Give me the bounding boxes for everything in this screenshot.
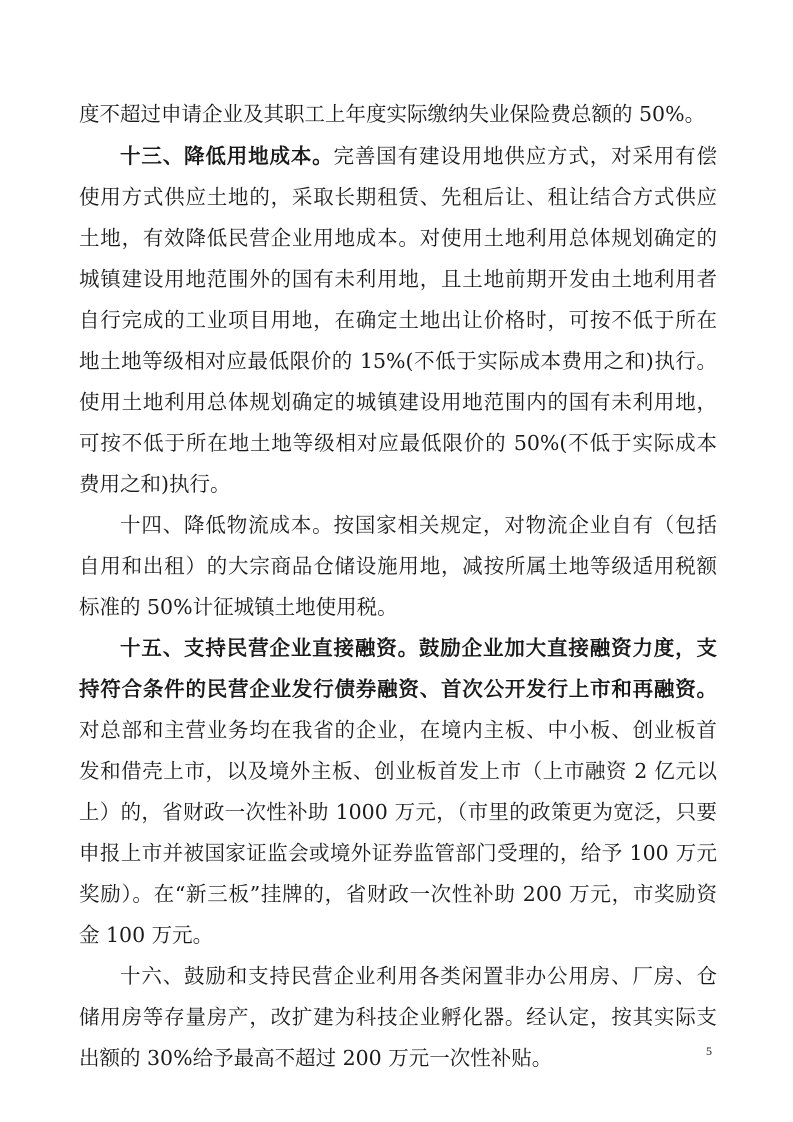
text-line: 土地，有效降低民营企业用地成本。对使用土地利用总体规划确定的 — [79, 226, 717, 250]
text-line: 使用方式供应土地的，采取长期租赁、先租后让、租让结合方式供应 — [79, 185, 717, 209]
text-line: 自行完成的工业项目用地，在确定土地出让价格时，可按不低于所在 — [79, 308, 717, 332]
page-number: 5 — [706, 1044, 712, 1058]
text-line: 地土地等级相对应最低限价的 15%(不低于实际成本费用之和)执行。 — [79, 349, 717, 373]
text-line: 十四、降低物流成本。按国家相关规定，对物流企业自有（包括 — [120, 513, 717, 537]
text-line: 发和借壳上市，以及境外主板、创业板首发上市（上市融资 2 亿元以 — [79, 759, 717, 783]
text-line: 可按不低于所在地土地等级相对应最低限价的 50%(不低于实际成本 — [79, 431, 717, 455]
text-line: 度不超过申请企业及其职工上年度实际缴纳失业保险费总额的 50%。 — [79, 102, 706, 126]
text-line: 上）的，省财政一次性补助 1000 万元，（市里的政策更为宽泛，只要 — [79, 800, 717, 824]
text-line: 持符合条件的民营企业发行债券融资、首次公开发行上市和再融资。 — [79, 677, 717, 701]
text-line — [120, 141, 717, 171]
text-line: 金 100 万元。 — [79, 923, 214, 947]
text-line: 费用之和)执行。 — [79, 472, 231, 496]
text-line: 标准的 50%计征城镇土地使用税。 — [79, 595, 398, 619]
text-line: 城镇建设用地范围外的国有未利用地，且土地前期开发由土地利用者 — [79, 267, 717, 291]
text-line: 对总部和主营业务均在我省的企业，在境内主板、中小板、创业板首 — [79, 718, 717, 742]
section-heading: 十五、支持民营企业直接融资。鼓励企业加大直接融资力度，支 — [120, 636, 717, 660]
text-line: 自用和出租）的大宗商品仓储设施用地，减按所属土地等级适用税额 — [79, 554, 717, 578]
text-line: 出额的 30%给予最高不超过 200 万元一次性补贴。 — [79, 1046, 553, 1070]
text-span: 完善国有建设用地供应方式，对采用有偿 — [333, 144, 718, 168]
text-line: 奖励）。在“新三板”挂牌的，省财政一次性补助 200 万元，市奖励资 — [79, 882, 717, 906]
text-line: 申报上市并被国家证监会或境外证券监管部门受理的，给予 100 万元 — [79, 841, 717, 865]
text-line: 储用房等存量房产，改扩建为科技企业孵化器。经认定，按其实际支 — [79, 1005, 717, 1029]
section-heading: 十三、降低用地成本。 — [120, 144, 334, 168]
text-line: 十六、鼓励和支持民营企业利用各类闲置非办公用房、厂房、仓 — [120, 964, 717, 988]
text-line: 使用土地利用总体规划确定的城镇建设用地范围内的国有未利用地， — [79, 390, 717, 414]
